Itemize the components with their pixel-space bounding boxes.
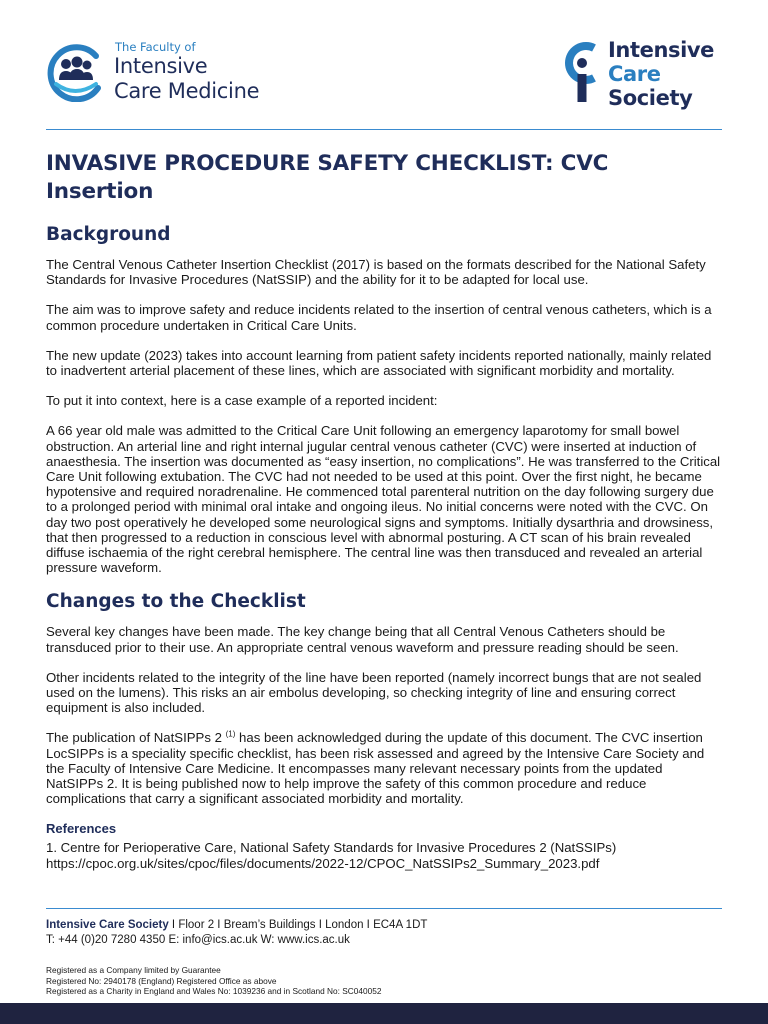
ics-logo-line2: Care [608, 62, 661, 86]
background-paragraph-1: The Central Venous Catheter Insertion Checklist (2017) is based on the formats described for the National Safety Standards for Invasive Procedures (NatSSIP) and the ability for it to be adapted for local use. [46, 257, 706, 288]
changes-p3-start: The publication of NatSIPPs 2 [46, 730, 222, 746]
page-footer [46, 918, 722, 997]
footer-legal-3: Registered as a Charity in England and Wales No: 1039236 and in Scotland No: SC040052 [46, 986, 382, 996]
main-content [46, 150, 722, 871]
ics-logo-line3: Society [608, 86, 693, 110]
ics-logo-text [608, 38, 714, 110]
ics-mark-icon [560, 40, 604, 104]
changes-paragraph-1: Several key changes have been made. The key change being that all Central Venous Catheters should be transduced prior to their use. An appropriate central venous waveform and pressure reading should be seen. [46, 624, 679, 655]
ficm-logo-line2: Care Medicine [114, 79, 260, 103]
ficm-logo-line1: Intensive [114, 54, 208, 78]
footer-legal-1: Registered as a Company limited by Guarantee [46, 965, 221, 975]
changes-paragraph-2: Other incidents related to the integrity of the line have been reported (namely incorrect bungs that are not sealed used on the lumens). This risks an air embolus developing, so checking integrity of line and ensuring correct equipment is also included. [46, 669, 702, 716]
footer-legal [46, 965, 722, 997]
background-paragraph-3: The new update (2023) takes into account learning from patient safety incidents reported nationally, mainly related to inadvertent arterial placement of these lines, which are associated with significant morbidity and mortality. [46, 347, 712, 379]
page-title: INVASIVE PROCEDURE SAFETY CHECKLIST: CVC Insertion [46, 151, 609, 204]
changes-p3-rest: has been acknowledged during the update of this document. The CVC insertion LocSIPPs is a speciality specific checklist, has been risk assessed and agreed by the Intensive Care Society and the Faculty of Intensive Care Medicine. It encompasses many relevant necessary points from the updated NatSIPPs 2. It is being published now to help improve the safety of this common procedure and reduce complications that carry a significant associated morbidity and mortality. [46, 730, 705, 807]
ics-logo [560, 38, 730, 108]
page-header [0, 0, 768, 130]
reference-1: 1. Centre for Perioperative Care, National Safety Standards for Invasive Procedures 2 (NatSSIPs) [46, 840, 617, 856]
footer-address-line [46, 918, 722, 933]
references-heading: References [46, 821, 117, 837]
background-heading: Background [46, 224, 171, 245]
background-paragraph-4: To put it into context, here is a case example of a reported incident: [46, 393, 438, 409]
changes-paragraph-3 [46, 730, 722, 806]
reference-marker: (1) [225, 730, 236, 740]
footer-contact: T: +44 (0)20 7280 4350 E: info@ics.ac.uk W: www.ics.ac.uk [46, 934, 350, 946]
changes-heading: Changes to the Checklist [46, 591, 306, 613]
reference-1-url[interactable]: https://cpoc.org.uk/sites/cpoc/files/documents/2022-12/CPOC_NatSSIPs2_Summary_2023.pdf [46, 855, 600, 871]
footer-divider [46, 908, 722, 909]
background-paragraph-2: The aim was to improve safety and reduce incidents related to the insertion of central venous catheters, which is a common procedure undertaken in Critical Care Units. [46, 302, 712, 333]
ficm-logo-small: The Faculty of [115, 40, 196, 54]
ficm-logo-text [114, 40, 259, 104]
footer-address: I Floor 2 I Bream’s Buildings I London I EC4A 1DT [168, 919, 428, 931]
footer-legal-2: Registered No: 2940178 (England) Registered Office as above [46, 975, 277, 986]
case-example-paragraph: A 66 year old male was admitted to the Critical Care Unit following an emergency laparotomy for small bowel obstruction. An arterial line and right internal jugular central venous catheter (CVC) were inserted at induction of anaesthesia. The insertion was documented as “easy insertion, no complications”. He was transferred to the Critical Care Unit following extubation. The CVC had not needed to be used at this point. Over the first night, he became hypotensive and required noradrenaline. He commenced total parenteral nutrition on the day following surgery due to a prolonged period with minimal oral intake and ongoing ileus. No initial concerns were noted with the CVC. On day two post operatively he developed some neurological signs and symptoms. Initially dysarthria and drowsiness, that then progressed to a reduction in conscious level with abnormal posturing. A CT scan of his brain revealed diffuse ischaemia of the right cerebral hemisphere. The central line was then transduced and revealed an arterial pressure waveform. [46, 423, 721, 576]
ficm-logo [46, 40, 308, 106]
footer-color-bar [0, 1003, 768, 1024]
ics-logo-line1: Intensive [608, 38, 715, 62]
header-divider [46, 129, 722, 130]
ficm-emblem-icon [46, 42, 104, 102]
footer-org-name: Intensive Care Society [46, 919, 169, 931]
